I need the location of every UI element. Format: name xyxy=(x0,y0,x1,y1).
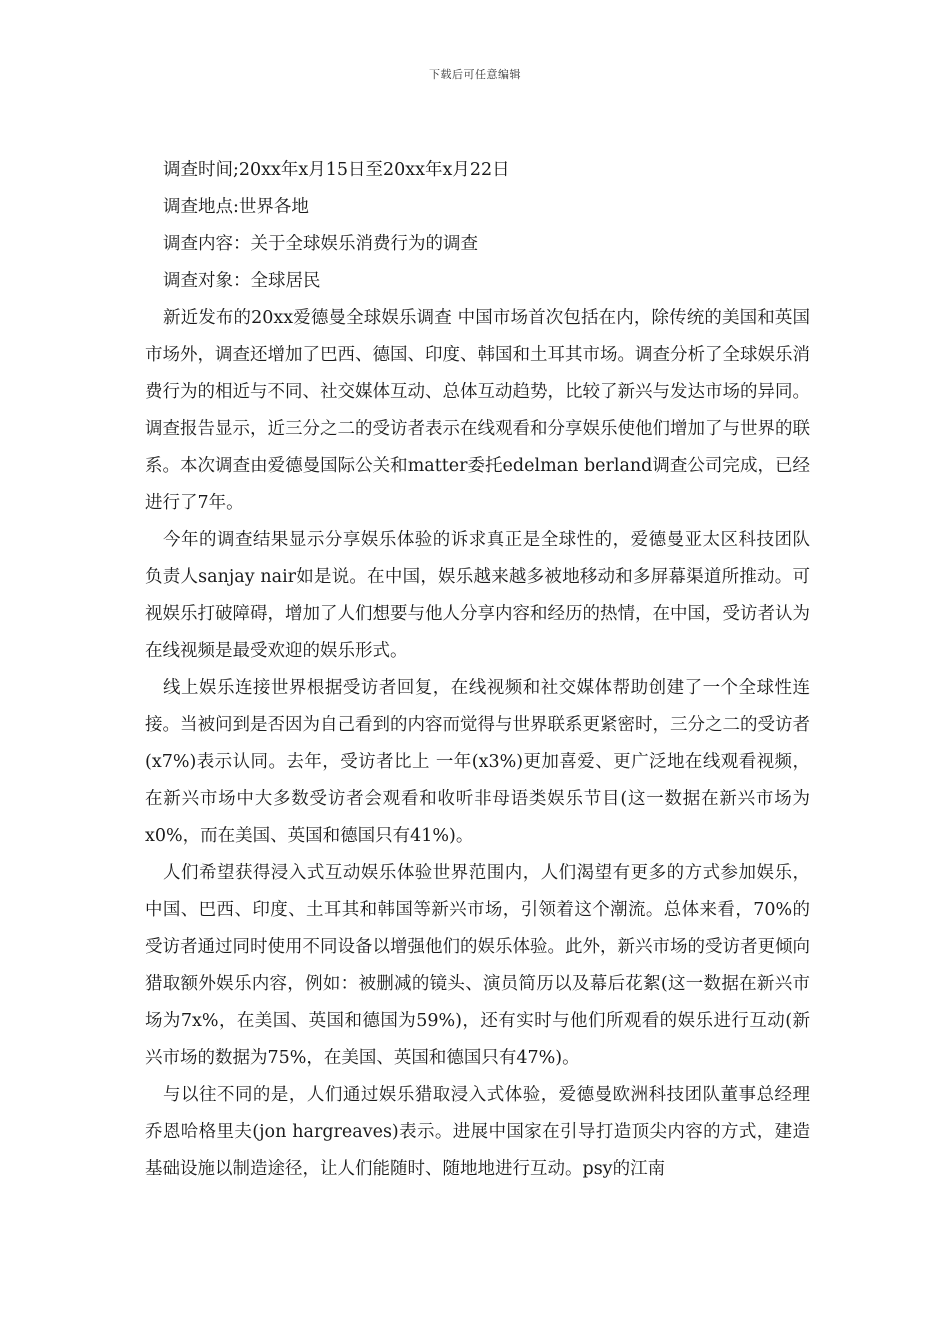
survey-time: 调查时间;20xx年x月15日至20xx年x月22日 xyxy=(163,160,510,180)
paragraph-differences: 与以往不同的是，人们通过娱乐猎取浸入式体验，爱德曼欧洲科技团队董事总经理乔恩哈格里夫(jon hargreaves)表示。进展中国家在引导打造顶尖内容的方式，建造基础设施以制造途径，让人们能随时、随地地进行互动。psy的江南 xyxy=(145,1085,810,1179)
survey-target: 调查对象：全球居民 xyxy=(163,271,321,291)
header-note: 下载后可任意编辑 xyxy=(429,68,521,81)
paragraph-intro: 新近发布的20xx爱德曼全球娱乐调查 中国市场首次包括在内，除传统的美国和英国市场外，调查还增加了巴西、德国、印度、韩国和土耳其市场。调查分析了全球娱乐消费行为的相近与不同、社交媒体互动、总体互动趋势，比较了新兴与发达市场的异同。调查报告显示，近三分之二的受访者表示在线观看和分享娱乐使他们增加了与世界的联系。本次调查由爱德曼国际公关和matter委托edelman berland调查公司完成，已经进行了7年。 xyxy=(145,308,810,513)
paragraph-global-sharing: 今年的调查结果显示分享娱乐体验的诉求真正是全球性的，爱德曼亚太区科技团队负责人sanjay nair如是说。在中国，娱乐越来越多被地移动和多屏幕渠道所推动。可视娱乐打破障碍，增加了人们想要与他人分享内容和经历的热情，在中国，受访者认为在线视频是最受欢迎的娱乐形式。 xyxy=(145,530,810,661)
paragraph-immersive-interaction: 人们希望获得浸入式互动娱乐体验世界范围内，人们渴望有更多的方式参加娱乐，中国、巴西、印度、土耳其和韩国等新兴市场，引领着这个潮流。总体来看，70%的受访者通过同时使用不同设备以增强他们的娱乐体验。此外，新兴市场的受访者更倾向猎取额外娱乐内容，例如：被删减的镜头、演员简历以及幕后花絮(这一数据在新兴市场为7x%，在美国、英国和德国为59%)，还有实时与他们所观看的娱乐进行互动(新兴市场的数据为75%，在美国、英国和德国只有47%)。 xyxy=(145,863,810,1068)
document-body xyxy=(145,152,810,1188)
paragraph-online-connection: 线上娱乐连接世界根据受访者回复，在线视频和社交媒体帮助创建了一个全球性连接。当被问到是否因为自己看到的内容而觉得与世界联系更紧密时，三分之二的受访者(x7%)表示认同。去年，受访者比上 一年(x3%)更加喜爱、更广泛地在线观看视频，在新兴市场中大多数受访者会观看和收听非母语类娱乐节目(这一数据在新兴市场为x0%，而在美国、英国和德国只有41%)。 xyxy=(145,678,810,846)
survey-location: 调查地点:世界各地 xyxy=(163,197,309,217)
survey-content: 调查内容：关于全球娱乐消费行为的调查 xyxy=(163,234,478,254)
